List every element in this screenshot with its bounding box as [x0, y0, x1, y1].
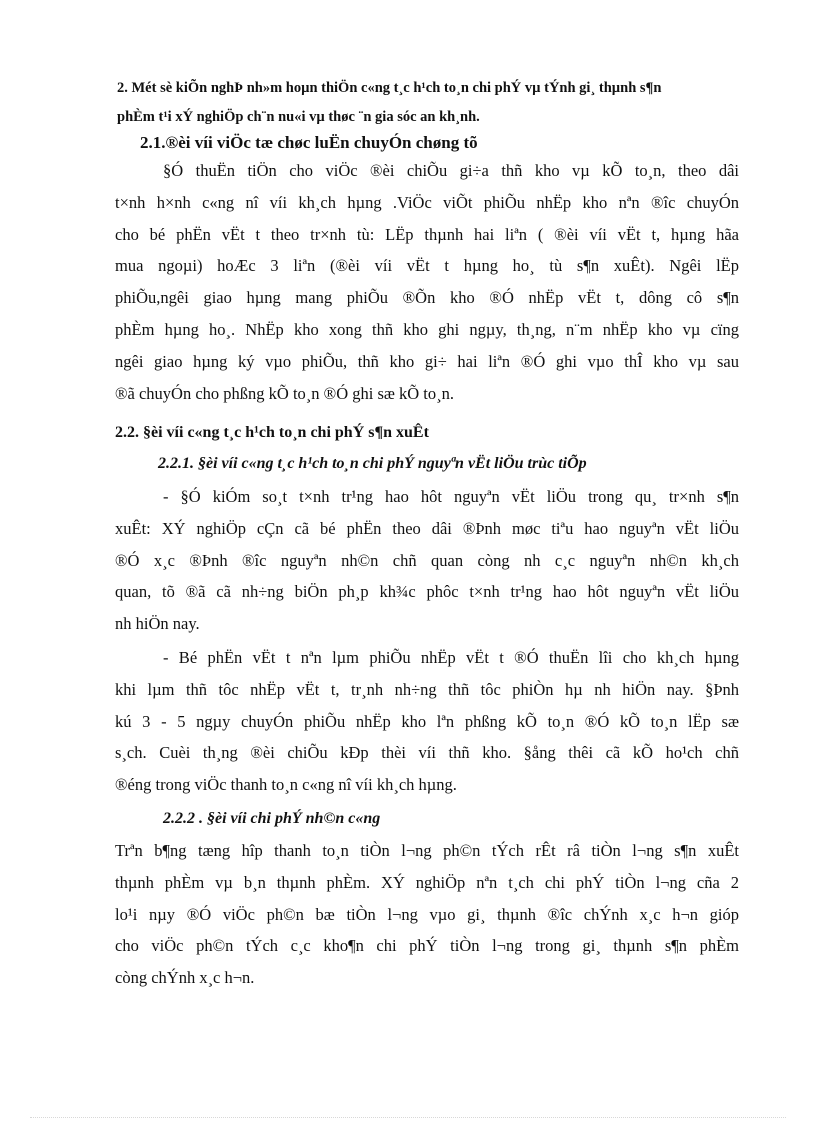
main-heading-line-2: phÈm t¹i xÝ nghiÖp ch¨n nu«i vµ thøc ¨n gia sóc an kh¸nh.: [117, 109, 480, 125]
paragraph-line: phÈm hµng ho¸. NhËp kho xong thñ kho ghi ngµy, th¸ng, n¨m nhËp kho vµ cïng: [115, 319, 739, 339]
paragraph-line: xuÊt: XÝ nghiÖp cÇn cã bé phËn theo dâi ®Þnh møc tiªu hao nguyªn vËt liÖu: [115, 518, 739, 538]
paragraph-line: Trªn b¶ng tæng hîp thanh to¸n tiÒn l¬ng ph©n tÝch rÊt râ tiÒn l¬ng s¶n xuÊt: [115, 841, 739, 860]
page-bottom-divider: [30, 1117, 786, 1118]
paragraph-line: khi lµm thñ tôc nhËp vËt t, tr¸nh nh÷ng thñ tôc phiÒn hµ nh hiÖn nay. §Þnh: [115, 679, 739, 699]
main-heading: [117, 74, 757, 132]
paragraph-line: kú 3 - 5 ngµy chuyÓn phiÕu nhËp kho lªn phßng kÕ to¸n ®Ó kÕ to¸n lËp sæ: [115, 711, 739, 731]
paragraph-line: ®Ó x¸c ®Þnh ®îc nguyªn nh©n chñ quan còng nh c¸c nguyªn nh©n kh¸ch: [115, 550, 739, 570]
paragraph-line: - Bé phËn vËt t nªn lµm phiÕu nhËp vËt t ®Ó thuËn lîi cho kh¸ch hµng: [163, 648, 739, 667]
paragraph-line: còng chÝnh x¸c h¬n.: [115, 968, 255, 988]
section-2-2-1-heading: 2.2.1. §èi víi c«ng t¸c h¹ch to¸n chi phÝ nguyªn vËt liÖu trùc tiÕp: [158, 455, 587, 472]
paragraph-line: thµnh phÈm vµ b¸n thµnh phÈm. XÝ nghiÖp nªn t¸ch chi phÝ tiÒn l¬ng cña 2: [115, 872, 739, 892]
section-2-2-1-paragraph-2: [115, 642, 739, 801]
paragraph-line: cho bé phËn vËt t theo tr×nh tù: LËp thµnh hai liªn ( ®èi víi vËt t, hµng hãa: [115, 224, 739, 244]
paragraph-line: ®ã chuyÓn cho phßng kÕ to¸n ®Ó ghi sæ kÕ to¸n.: [115, 383, 454, 403]
section-2-2-heading: 2.2. §èi víi c«ng t¸c h¹ch to¸n chi phÝ s¶n xuÊt: [115, 424, 429, 441]
main-heading-line-1: 2. Mét sè kiÕn nghÞ nh»m hoµn thiÖn c«ng t¸c h¹ch to¸n chi phÝ vµ tÝnh gi¸ thµnh s¶n: [117, 80, 662, 96]
paragraph-line: nh hiÖn nay.: [115, 614, 200, 634]
paragraph-line: ngêi giao hµng ký vµo phiÕu, thñ kho gi÷ hai liªn ®Ó ghi vµo thÎ kho vµ sau: [115, 351, 739, 371]
paragraph-line: s¸ch. Cuèi th¸ng ®èi chiÕu kÐp thèi víi thñ kho. §ång thêi cã kÕ ho¹ch chñ: [115, 743, 739, 763]
paragraph-line: - §Ó kiÓm so¸t t×nh tr¹ng hao hôt nguyªn vËt liÖu trong qu¸ tr×nh s¶n: [163, 487, 739, 506]
paragraph-line: t×nh h×nh c«ng nî víi kh¸ch hµng .ViÖc viÕt phiÕu nhËp kho nªn ®îc chuyÓn: [115, 192, 739, 212]
paragraph-line: phiÕu,ngêi giao hµng mang phiÕu ®Õn kho ®Ó nhËp vËt t, dông cô s¶n: [115, 288, 739, 308]
paragraph-line: §Ó thuËn tiÖn cho viÖc ®èi chiÕu gi÷a thñ kho vµ kÕ to¸n, theo dâi: [163, 161, 739, 180]
paragraph-line: quan, tõ ®ã cã nh÷ng biÖn ph¸p kh¾c phôc t×nh tr¹ng hao hôt nguyªn vËt liÖu: [115, 582, 739, 602]
section-2-2-2-paragraph: [115, 835, 739, 994]
paragraph-line: cho viÖc ph©n tÝch c¸c kho¶n chi phÝ tiÒn l¬ng trong gi¸ thµnh s¶n phÈm: [115, 936, 739, 956]
section-2-1-heading: 2.1.®èi víi viÖc tæ chøc luËn chuyÓn chøng tõ: [140, 133, 478, 152]
section-2-2-2-heading: 2.2.2 . §èi víi chi phÝ nh©n c«ng: [163, 810, 381, 827]
paragraph-line: ®éng trong viÖc thanh to¸n c«ng nî víi kh¸ch hµng.: [115, 775, 457, 795]
paragraph-line: lo¹i nµy ®Ó viÖc ph©n bæ tiÒn l¬ng vµo gi¸ thµnh ®îc chÝnh x¸c h¬n gióp: [115, 904, 739, 924]
section-2-1-paragraph: [115, 155, 739, 409]
section-2-2-1-paragraph-1: [115, 481, 739, 640]
paragraph-line: mua ngoµi) hoÆc 3 liªn (®èi víi vËt t hµng ho¸ tù s¶n xuÊt). Ngêi lËp: [115, 256, 739, 276]
